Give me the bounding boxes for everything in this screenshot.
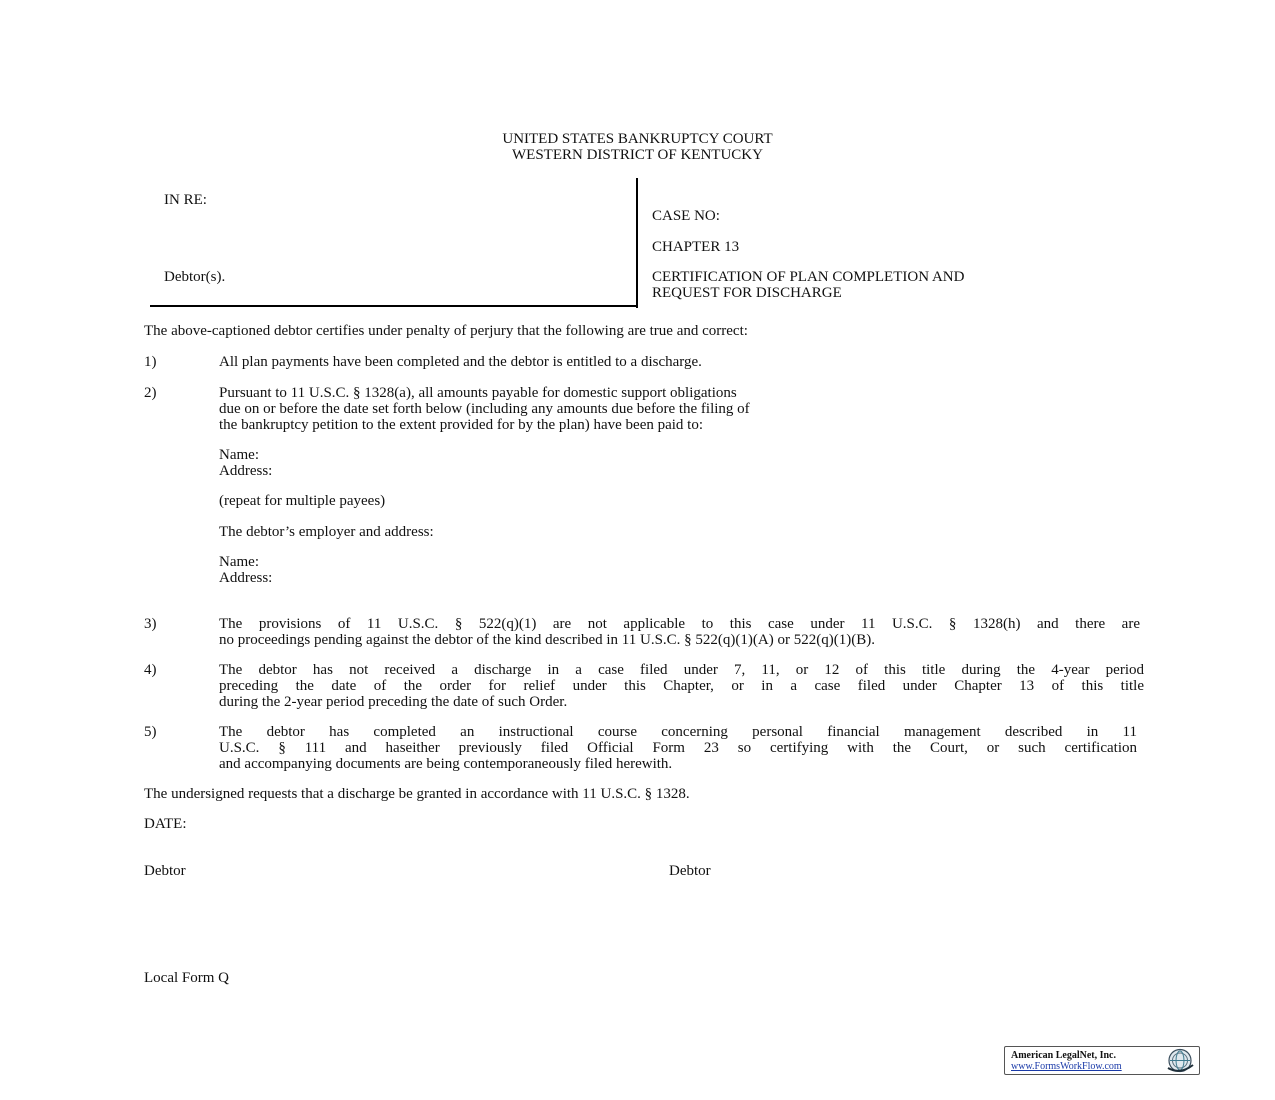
date-label: DATE:: [144, 816, 187, 832]
debtor-signature-left: Debtor: [144, 863, 186, 879]
document-title-line-1: CERTIFICATION OF PLAN COMPLETION AND: [652, 269, 965, 285]
discharge-request: The undersigned requests that a discharge be granted in accordance with 11 U.S.C. § 1328.: [144, 786, 690, 802]
item-line: and accompanying documents are being contemporaneously filed herewith.: [219, 756, 673, 772]
employer-address-label: Address:: [219, 570, 273, 586]
document-title-line-2: REQUEST FOR DISCHARGE: [652, 285, 842, 301]
repeat-note: (repeat for multiple payees): [219, 493, 386, 509]
item-text: [219, 385, 750, 433]
debtors-label: Debtor(s).: [164, 269, 226, 285]
item-number: 5): [144, 724, 157, 740]
employer-heading: The debtor’s employer and address:: [219, 524, 434, 540]
item-line: no proceedings pending against the debtor of the kind described in 11 U.S.C. § 522(q)(1)(A) or 522(q)(1)(B).: [219, 632, 875, 648]
item-number: 3): [144, 616, 157, 632]
intro-statement: The above-captioned debtor certifies under penalty of perjury that the following are true and correct:: [144, 323, 748, 339]
item-line: due on or before the date set forth below (including any amounts due before the filing of: [219, 401, 750, 417]
form-identifier: Local Form Q: [144, 970, 229, 986]
item-text: [219, 662, 1144, 710]
employer-name-label: Name:: [219, 554, 259, 570]
item-number: 1): [144, 354, 157, 370]
item-number: 4): [144, 662, 157, 678]
employer-block: [219, 554, 272, 586]
item-text: [219, 724, 1137, 772]
globe-icon: [1162, 1048, 1196, 1073]
item-line: The debtor has completed an instructional course concerning personal financial management described in 11: [219, 724, 1137, 740]
payee-address-label: Address:: [219, 463, 273, 479]
item-text: [219, 616, 1140, 648]
item-line: All plan payments have been completed and the debtor is entitled to a discharge.: [219, 354, 702, 370]
badge-url-link[interactable]: www.FormsWorkFlow.com: [1011, 1061, 1122, 1072]
item-text: [219, 354, 702, 370]
badge-company: American LegalNet, Inc.: [1011, 1050, 1116, 1061]
legalnet-badge[interactable]: [1004, 1046, 1200, 1075]
payee-name-label: Name:: [219, 447, 259, 463]
item-line: during the 2-year period preceding the date of such Order.: [219, 694, 568, 710]
caption-divider-vertical: [636, 178, 638, 308]
in-re-label: IN RE:: [164, 192, 207, 208]
item-line: The provisions of 11 U.S.C. § 522(q)(1) are not applicable to this case under 11 U.S.C. § 1328(h) and there are: [219, 616, 1140, 632]
item-line: preceding the date of the order for relief under this Chapter, or in a case filed under Chapter 13 of this title: [219, 678, 1144, 694]
item-number: 2): [144, 385, 157, 401]
chapter-label: CHAPTER 13: [652, 239, 740, 255]
caption-divider-horizontal: [150, 305, 638, 307]
payee-block: [219, 447, 272, 479]
case-no-label: CASE NO:: [652, 208, 720, 224]
court-district: WESTERN DISTRICT OF KENTUCKY: [512, 147, 763, 163]
item-line: the bankruptcy petition to the extent provided for by the plan) have been paid to:: [219, 417, 704, 433]
debtor-signature-right: Debtor: [669, 863, 711, 879]
item-line: The debtor has not received a discharge in a case filed under 7, 11, or 12 of this title during the 4-year period: [219, 662, 1144, 678]
item-line: Pursuant to 11 U.S.C. § 1328(a), all amounts payable for domestic support obligations: [219, 385, 737, 401]
court-name: UNITED STATES BANKRUPTCY COURT: [502, 131, 773, 147]
document-title: [652, 269, 964, 301]
item-line: U.S.C. § 111 and haseither previously filed Official Form 23 so certifying with the Court, or such certification: [219, 740, 1137, 756]
court-heading: [0, 131, 1275, 163]
